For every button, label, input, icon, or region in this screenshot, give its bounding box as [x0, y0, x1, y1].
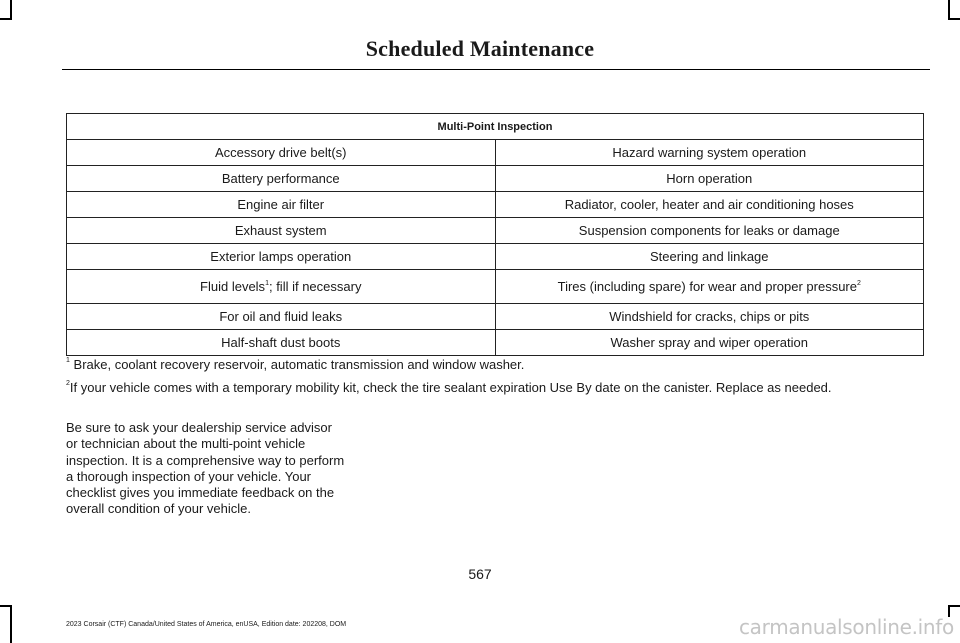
table-cell: Suspension components for leaks or damage	[495, 218, 924, 244]
footnote-ref: 2	[856, 280, 861, 287]
body-paragraph: Be sure to ask your dealership service advisor or technician about the multi-point vehicle inspection. It is a comprehensive way to perform a thorough inspection of your vehicle. Your checklist gives you immediate feedback on the overall condition of your vehicle.	[66, 420, 345, 517]
table-cell: Washer spray and wiper operation	[495, 330, 924, 356]
crop-mark-top-right-h	[948, 18, 960, 20]
table-row	[67, 166, 924, 192]
footnote-text: If your vehicle comes with a temporary mobility kit, check the tire sealant expiration Use By date on the canister. Replace as needed.	[69, 380, 832, 395]
table-cell: Exhaust system	[67, 218, 496, 244]
crop-mark-top-left-v	[10, 0, 12, 20]
table-cell: Exterior lamps operation	[67, 244, 496, 270]
table-cell: Windshield for cracks, chips or pits	[495, 304, 924, 330]
crop-mark-bottom-right-h	[948, 605, 960, 607]
table-row	[67, 218, 924, 244]
cell-text: Fluid levels	[200, 279, 266, 294]
table-cell: Hazard warning system operation	[495, 140, 924, 166]
crop-mark-bottom-left-v	[10, 605, 12, 643]
page-number: 567	[468, 566, 492, 582]
crop-mark-bottom-left-h	[0, 605, 12, 607]
page-title: Scheduled Maintenance	[365, 36, 595, 61]
edition-line: 2023 Corsair (CTF) Canada/United States of America, enUSA, Edition date: 202208, DOM	[66, 621, 347, 628]
table-row	[67, 244, 924, 270]
watermark: carmanualsonline.info	[738, 615, 954, 639]
table-cell: Engine air filter	[67, 192, 496, 218]
table-cell	[495, 270, 924, 304]
footnote-text: Brake, coolant recovery reservoir, automatic transmission and window washer.	[69, 357, 525, 372]
table-cell: Radiator, cooler, heater and air conditioning hoses	[495, 192, 924, 218]
footnote-1	[66, 357, 524, 372]
cell-text: Tires (including spare) for wear and proper pressure	[557, 279, 857, 294]
table-cell: Half-shaft dust boots	[67, 330, 496, 356]
crop-mark-top-left-h	[0, 18, 12, 20]
header-divider	[62, 69, 930, 70]
table-cell: Accessory drive belt(s)	[67, 140, 496, 166]
footnote-ref: 1	[265, 280, 269, 287]
table-row	[67, 140, 924, 166]
multi-point-inspection-table	[66, 113, 924, 356]
table-row	[67, 304, 924, 330]
table-row	[67, 330, 924, 356]
table-cell: For oil and fluid leaks	[67, 304, 496, 330]
table-row	[67, 192, 924, 218]
table-cell	[67, 270, 496, 304]
crop-mark-top-right-v	[948, 0, 950, 20]
table-row	[67, 270, 924, 304]
footnote-marker: 2	[66, 380, 70, 387]
table-cell: Horn operation	[495, 166, 924, 192]
table-title: Multi-Point Inspection	[67, 114, 924, 140]
footnote-marker: 1	[66, 357, 70, 364]
cell-text-suffix: ; fill if necessary	[268, 279, 362, 294]
table-cell: Steering and linkage	[495, 244, 924, 270]
footnote-2	[66, 380, 832, 395]
table-cell: Battery performance	[67, 166, 496, 192]
